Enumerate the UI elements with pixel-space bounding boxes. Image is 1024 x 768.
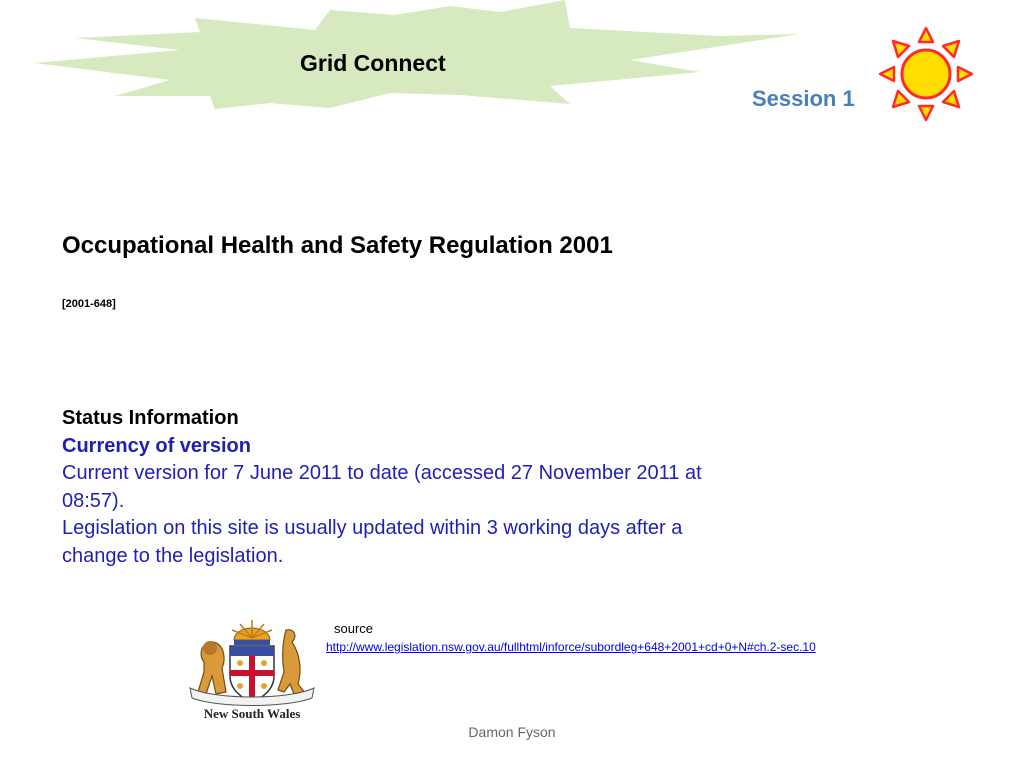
current-version-text: Current version for 7 June 2011 to date (accessed 27 November 2011 at 08:57). bbox=[62, 462, 702, 512]
crest-caption: New South Wales bbox=[203, 706, 301, 721]
session-label: Session 1 bbox=[752, 86, 855, 111]
source-link[interactable]: http://www.legislation.nsw.gov.au/fullhtml/inforce/subordleg+648+2001+cd+0+N#ch.2-sec.10 bbox=[326, 640, 816, 654]
footer-author: Damon Fyson bbox=[468, 724, 556, 740]
status-heading: Status Information bbox=[62, 407, 239, 429]
status-block bbox=[62, 405, 722, 570]
sun-icon bbox=[878, 26, 974, 122]
update-note-text: Legislation on this site is usually updated within 3 working days after a change to the legislation. bbox=[62, 517, 683, 567]
banner-title: Grid Connect bbox=[300, 50, 446, 76]
document-reference: [2001-648] bbox=[62, 298, 116, 310]
document-title: Occupational Health and Safety Regulation 2001 bbox=[62, 232, 613, 259]
currency-heading: Currency of version bbox=[62, 434, 251, 457]
source-label: source bbox=[334, 621, 374, 636]
